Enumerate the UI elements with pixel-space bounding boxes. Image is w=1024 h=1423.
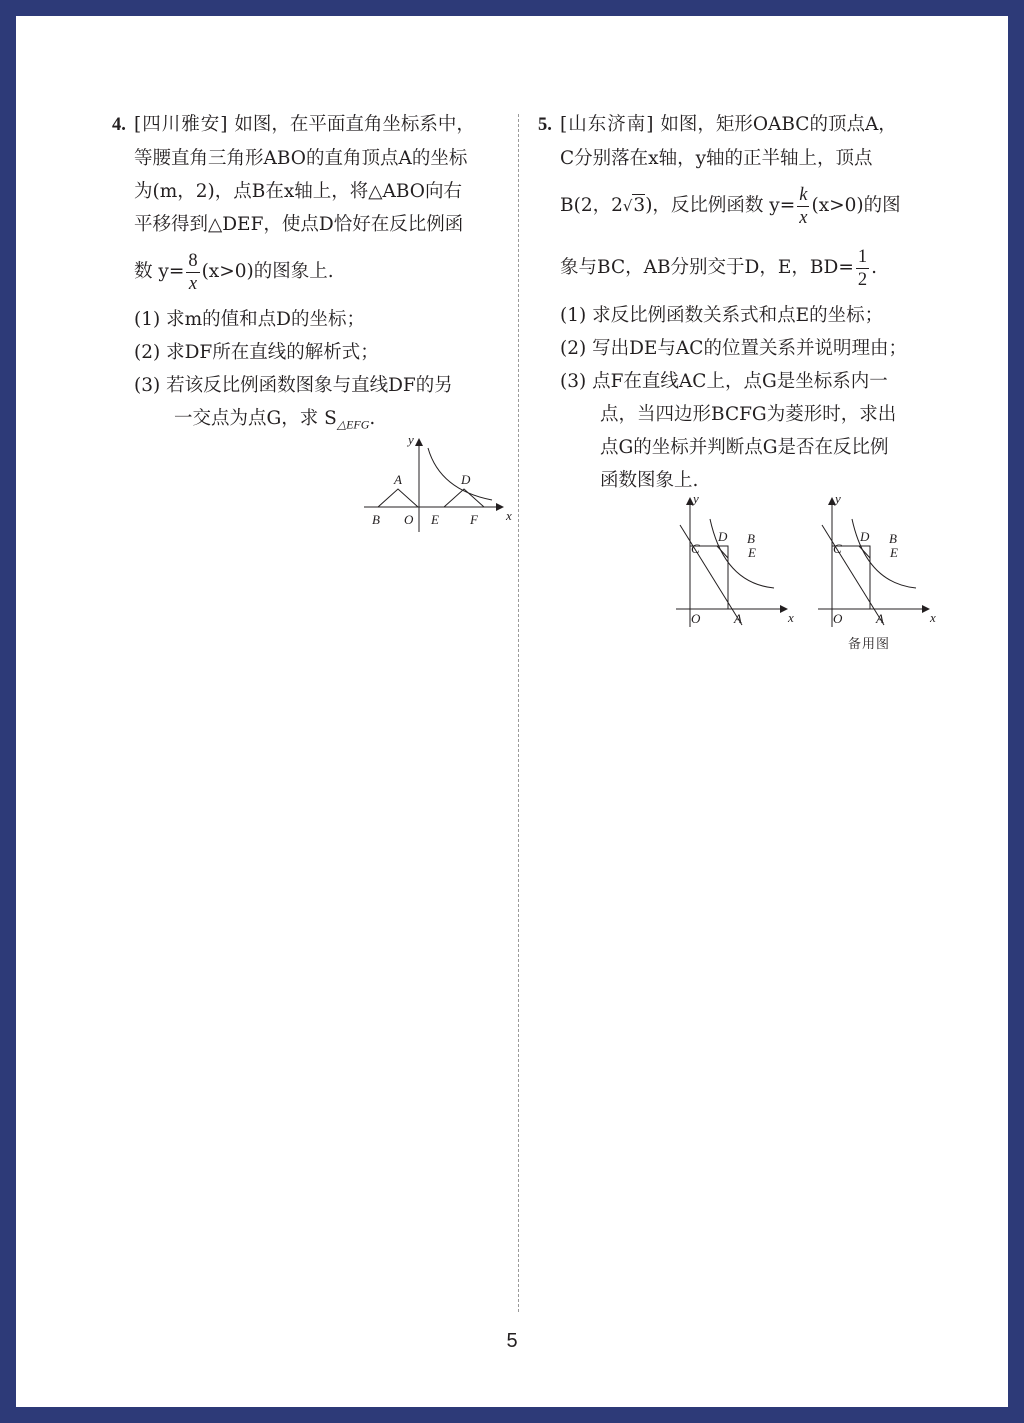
q4-part-2: (2) 求DF所在直线的解析式； [134,342,379,363]
page-number: 5 [506,1330,518,1352]
q5-label-B: B [747,531,755,546]
q5-line-ac [680,525,742,625]
q5-segment-de [717,546,728,558]
q4-label-A: A [394,472,402,487]
q5-part-3-cont-1: 点，当四边形BCFG为菱形时，求出 [600,404,897,425]
q5-fraction-half: $\frac{1}{2}$ [857,246,868,290]
q5-part-1: (1) 求反比例函数关系式和点E的坐标； [560,305,884,326]
q5b-label-D: D [860,529,870,544]
q4-source-tag: [四川雅安] [134,114,229,135]
q5-figure-backup [804,491,934,631]
question-5 [538,108,958,497]
q4-label-x: x [506,508,512,523]
q5-number: 5. [538,115,552,135]
q4-number: 4. [112,115,126,135]
q4-figure [360,434,510,534]
q5-label-O: O [691,611,701,626]
q4-triangle-abo [378,489,418,507]
q4-line-2: 等腰直角三角形ABO的直角顶点A的坐标 [134,148,468,169]
question-4 [112,108,512,442]
q4-part-1: (1) 求m的值和点D的坐标； [134,309,365,330]
q5b-line-ac [822,525,884,625]
q5-label-y: y [693,491,699,506]
q4-label-D: D [461,472,471,487]
q5b-label-E: E [890,545,898,560]
q5-label-x: x [788,610,794,625]
q4-label-y: y [408,432,414,447]
q4-line-1: 4. [四川雅安] 如图，在平面直角坐标系中， [112,108,512,142]
q5-source-tag: [山东济南] [560,114,655,135]
q4-fraction: $\frac{8}{x}$ [188,250,198,294]
q4-triangle-def [444,489,484,507]
q4-line-4: 平移得到△DEF，使点D恰好在反比例函 [134,214,464,235]
q5b-label-B: B [889,531,897,546]
q5-label-A: A [734,611,742,626]
q4-part-3: (3) 若该反比例函数图象与直线DF的另 [134,375,453,396]
q5b-label-y: y [835,491,841,506]
q4-part-3-cont: 一交点为点G，求 $S_{\triangle EFG}$. [174,408,376,432]
q5-label-D: D [718,529,728,544]
q5-line-1: 5. [山东济南] 如图，矩形OABC的顶点A， [538,108,958,142]
q5-label-E: E [748,545,756,560]
q5b-label-A: A [876,611,884,626]
q4-line-3: 为(m，2)，点B在x轴上，将△ABO向右 [134,181,462,202]
q5b-label-C: C [833,541,842,556]
q5-part-3-cont-2: 点G的坐标并判断点G是否在反比例 [600,437,889,458]
q5-part-2: (2) 写出DE与AC的位置关系并说明理由； [560,338,907,359]
column-divider [518,114,519,1312]
worksheet-page [16,16,1008,1407]
q5-line-2: C分别落在x轴，y轴的正半轴上，顶点 [560,148,873,169]
q4-label-F: F [470,512,478,527]
q5-part-3: (3) 点F在直线AC上，点G是坐标系内一 [560,371,888,392]
q5-part-3-cont-3: 函数图象上. [600,470,699,491]
q5b-label-O: O [833,611,843,626]
q4-line-5: 数 y= $\frac{8}{x}$ (x>0)的图象上. [134,250,334,294]
q5-figure-main [662,491,792,631]
q5-label-C: C [691,541,700,556]
q4-label-B: B [372,512,380,527]
q5-fraction-k-x: $\frac{k}{x}$ [799,184,808,228]
q5-line-4: 象与BC，AB分别交于D，E，BD= $\frac{1}{2}$ . [560,246,877,290]
q5-line-3: B(2，2√3)，反比例函数 y= $\frac{k}{x}$ (x>0)的图 [560,184,901,228]
q5b-label-x: x [930,610,936,625]
backup-figure-caption: 备用图 [848,637,891,652]
q4-label-E: E [431,512,439,527]
q5b-segment-de [859,546,870,558]
q4-label-O: O [404,512,414,527]
